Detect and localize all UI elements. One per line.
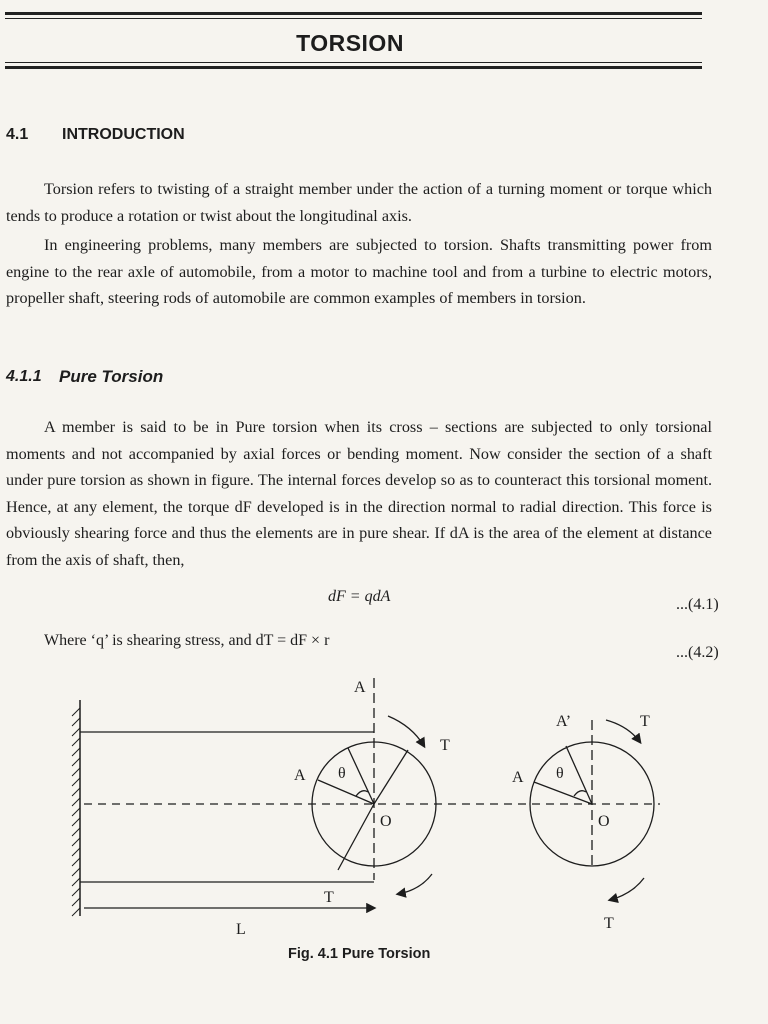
radius-line-A <box>318 780 374 804</box>
label-theta-right: θ <box>556 765 564 782</box>
torque-arrow-bottom-left <box>398 874 432 894</box>
section-heading: INTRODUCTION <box>62 126 185 143</box>
pure-torsion-figure <box>0 660 768 950</box>
subsection-heading: Pure Torsion <box>59 367 164 386</box>
torque-arrow-bottom-right <box>610 878 644 900</box>
pure-torsion-paragraph-text: A member is said to be in Pure torsion when its cross – sections are subjected to only torsional moments and not accompanied by axial forces or bending moment. Now consider the section of a shaft under pure torsion as shown in figure. The internal forces develop so as to counteract this torsional moment. Hence, at any element, the torque dF developed is in the direction normal to radial direction. This force is obviously shearing force and thus the elements are in pure shear. If dA is the area of the element at distance from the axis of shaft, then, <box>6 418 712 569</box>
figure-caption: Fig. 4.1 Pure Torsion <box>288 946 431 962</box>
header-rule-top-thin <box>5 18 702 19</box>
label-T-bottom: T <box>324 889 334 906</box>
label-A-prime: A’ <box>556 713 572 730</box>
label-O-left: O <box>380 813 392 830</box>
torque-arrow-top-right <box>606 720 640 742</box>
header-rule-bottom-thin <box>5 62 702 63</box>
intro-paragraph-1-text: Torsion refers to twisting of a straight member under the action of a turning moment or torque which tends to produce a rotation or twist about the longitudinal axis. <box>6 180 712 225</box>
intro-paragraph-2 <box>6 232 712 312</box>
theta-arc-right <box>574 791 586 796</box>
theta-arc-left <box>356 791 368 796</box>
section-number: 4.1 <box>6 126 29 143</box>
label-A-top: A <box>354 679 366 696</box>
intro-paragraph-1 <box>6 176 712 229</box>
label-L: L <box>236 921 246 938</box>
radius-line-lower <box>338 804 374 870</box>
equation-4-1-number: ...(4.1) <box>676 596 719 613</box>
pure-torsion-paragraph <box>6 414 712 573</box>
label-T-top-right: T <box>640 713 650 730</box>
radius-line-twisted <box>348 748 374 804</box>
label-theta-left: θ <box>338 765 346 782</box>
subsection-number: 4.1.1 <box>6 368 42 385</box>
header-rule-bottom <box>5 66 702 69</box>
header-rule-top <box>5 12 702 15</box>
label-O-right: O <box>598 813 610 830</box>
label-T-right-top: T <box>440 737 450 754</box>
radius-line-right <box>374 750 408 804</box>
label-A-left: A <box>294 767 306 784</box>
chapter-title: TORSION <box>296 30 404 56</box>
intro-paragraph-2-text: In engineering problems, many members are subjected to torsion. Shafts transmitting power from engine to the rear axle of automobile, from a motor to machine tool and from a turbine to electric motors, propeller shaft, steering rods of automobile are common examples of members in torsion. <box>6 236 712 307</box>
label-A-right: A <box>512 769 524 786</box>
equation-4-1: dF = qdA <box>328 588 391 605</box>
torque-arrow-top-left <box>388 716 424 746</box>
where-line: Where ‘q’ is shearing stress, and dT = dF × r <box>44 632 330 649</box>
wall-hatching <box>72 708 80 916</box>
equation-4-2-number: ...(4.2) <box>676 644 719 661</box>
label-T-bottom-right: T <box>604 915 614 932</box>
